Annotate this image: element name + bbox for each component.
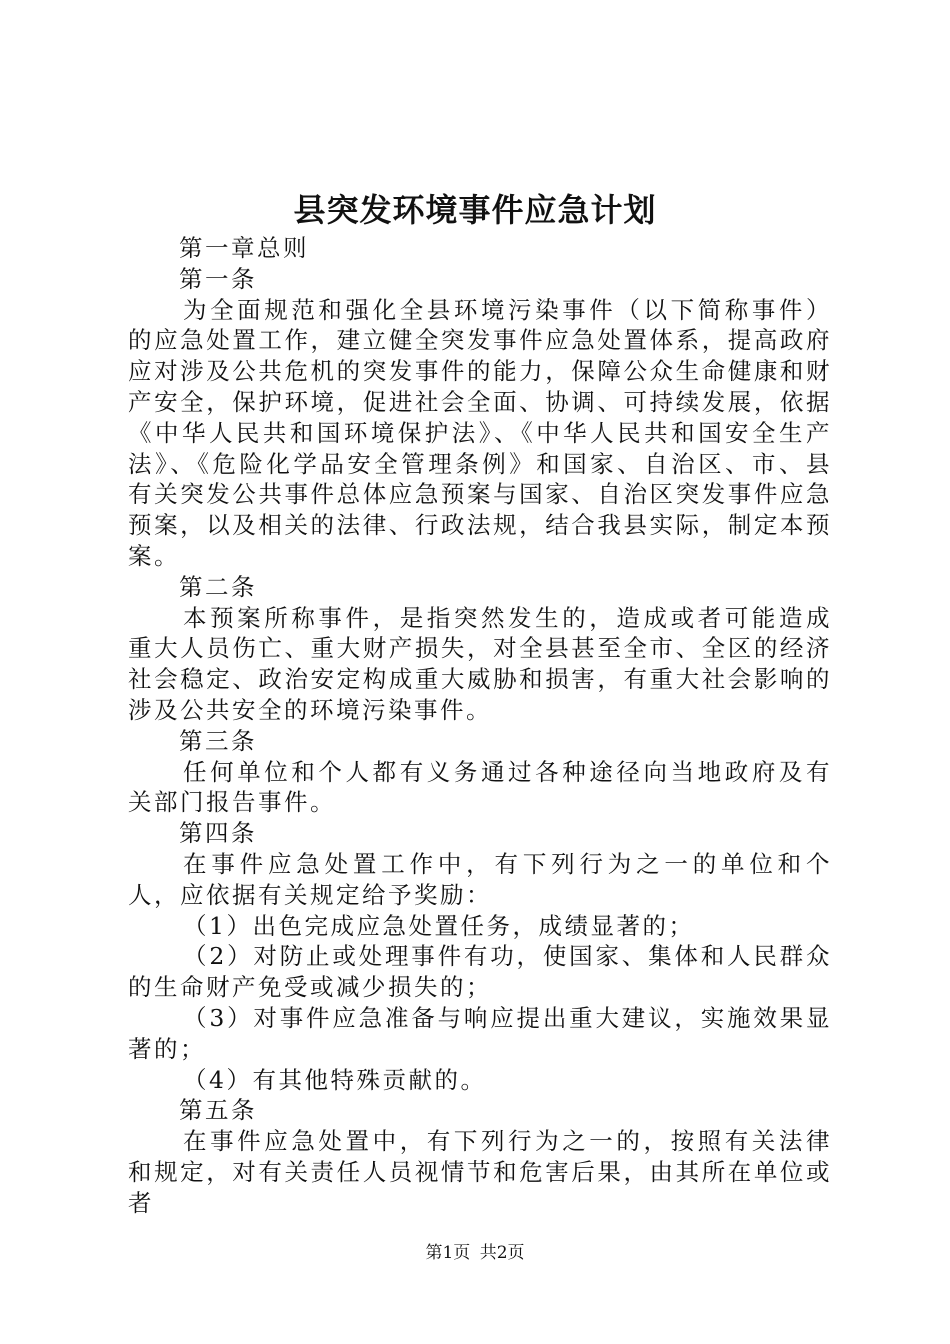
article-heading: 第三条 [179,726,257,755]
page-total: 共2页 [479,1243,525,1263]
article-heading: 第四条 [179,819,257,848]
article-heading: 第二条 [179,572,257,601]
list-item: （3）对事件应急准备与响应提出重大建议，实施效果显著的； [128,1003,832,1063]
document-body [128,233,832,1219]
list-item: （4）有其他特殊贡献的。 [183,1065,487,1094]
article-paragraph: 本预案所称事件，是指突然发生的，造成或者可能造成重大人员伤亡、重大财产损失，对全县甚至全市、全区的经济社会稳定、政治安定构成重大威胁和损害，有重大社会影响的涉及公共安全的环境污染事件。 [128,603,832,724]
article-paragraph: 在事件应急处置工作中，有下列行为之一的单位和个人，应依据有关规定给予奖励： [128,849,832,909]
article-paragraph: 为全面规范和强化全县环境污染事件（以下简称事件）的应急处置工作，建立健全突发事件应急处置体系，提高政府应对涉及公共危机的突发事件的能力，保障公众生命健康和财产安全，保护环境，促进社会全面、协调、可持续发展，依据《中华人民共和国环境保护法》、《中华人民共和国安全生产法》、《危险化学品安全管理条例》和国家、自治区、市、县有关突发公共事件总体应急预案与国家、自治区突发事件应急预案，以及相关的法律、行政法规，结合我县实际，制定本预案。 [128,295,832,570]
document-title: 县突发环境事件应急计划 [293,191,657,229]
list-item: （1）出色完成应急处置任务，成绩显著的； [183,911,695,940]
article-paragraph: 任何单位和个人都有义务通过各种途径向当地政府及有关部门报告事件。 [128,757,832,817]
list-item: （2）对防止或处理事件有功，使国家、集体和人民群众的生命财产免受或减少损失的； [128,942,832,1002]
article-heading: 第一条 [179,264,257,293]
article-heading: 第五条 [179,1096,257,1125]
article-paragraph: 在事件应急处置中，有下列行为之一的，按照有关法律和规定，对有关责任人员视情节和危害后果，由其所在单位或者 [128,1127,832,1217]
chapter-heading: 第一章总则 [179,234,309,262]
page-footer [0,1241,950,1265]
page-number: 第1页 [425,1243,471,1263]
